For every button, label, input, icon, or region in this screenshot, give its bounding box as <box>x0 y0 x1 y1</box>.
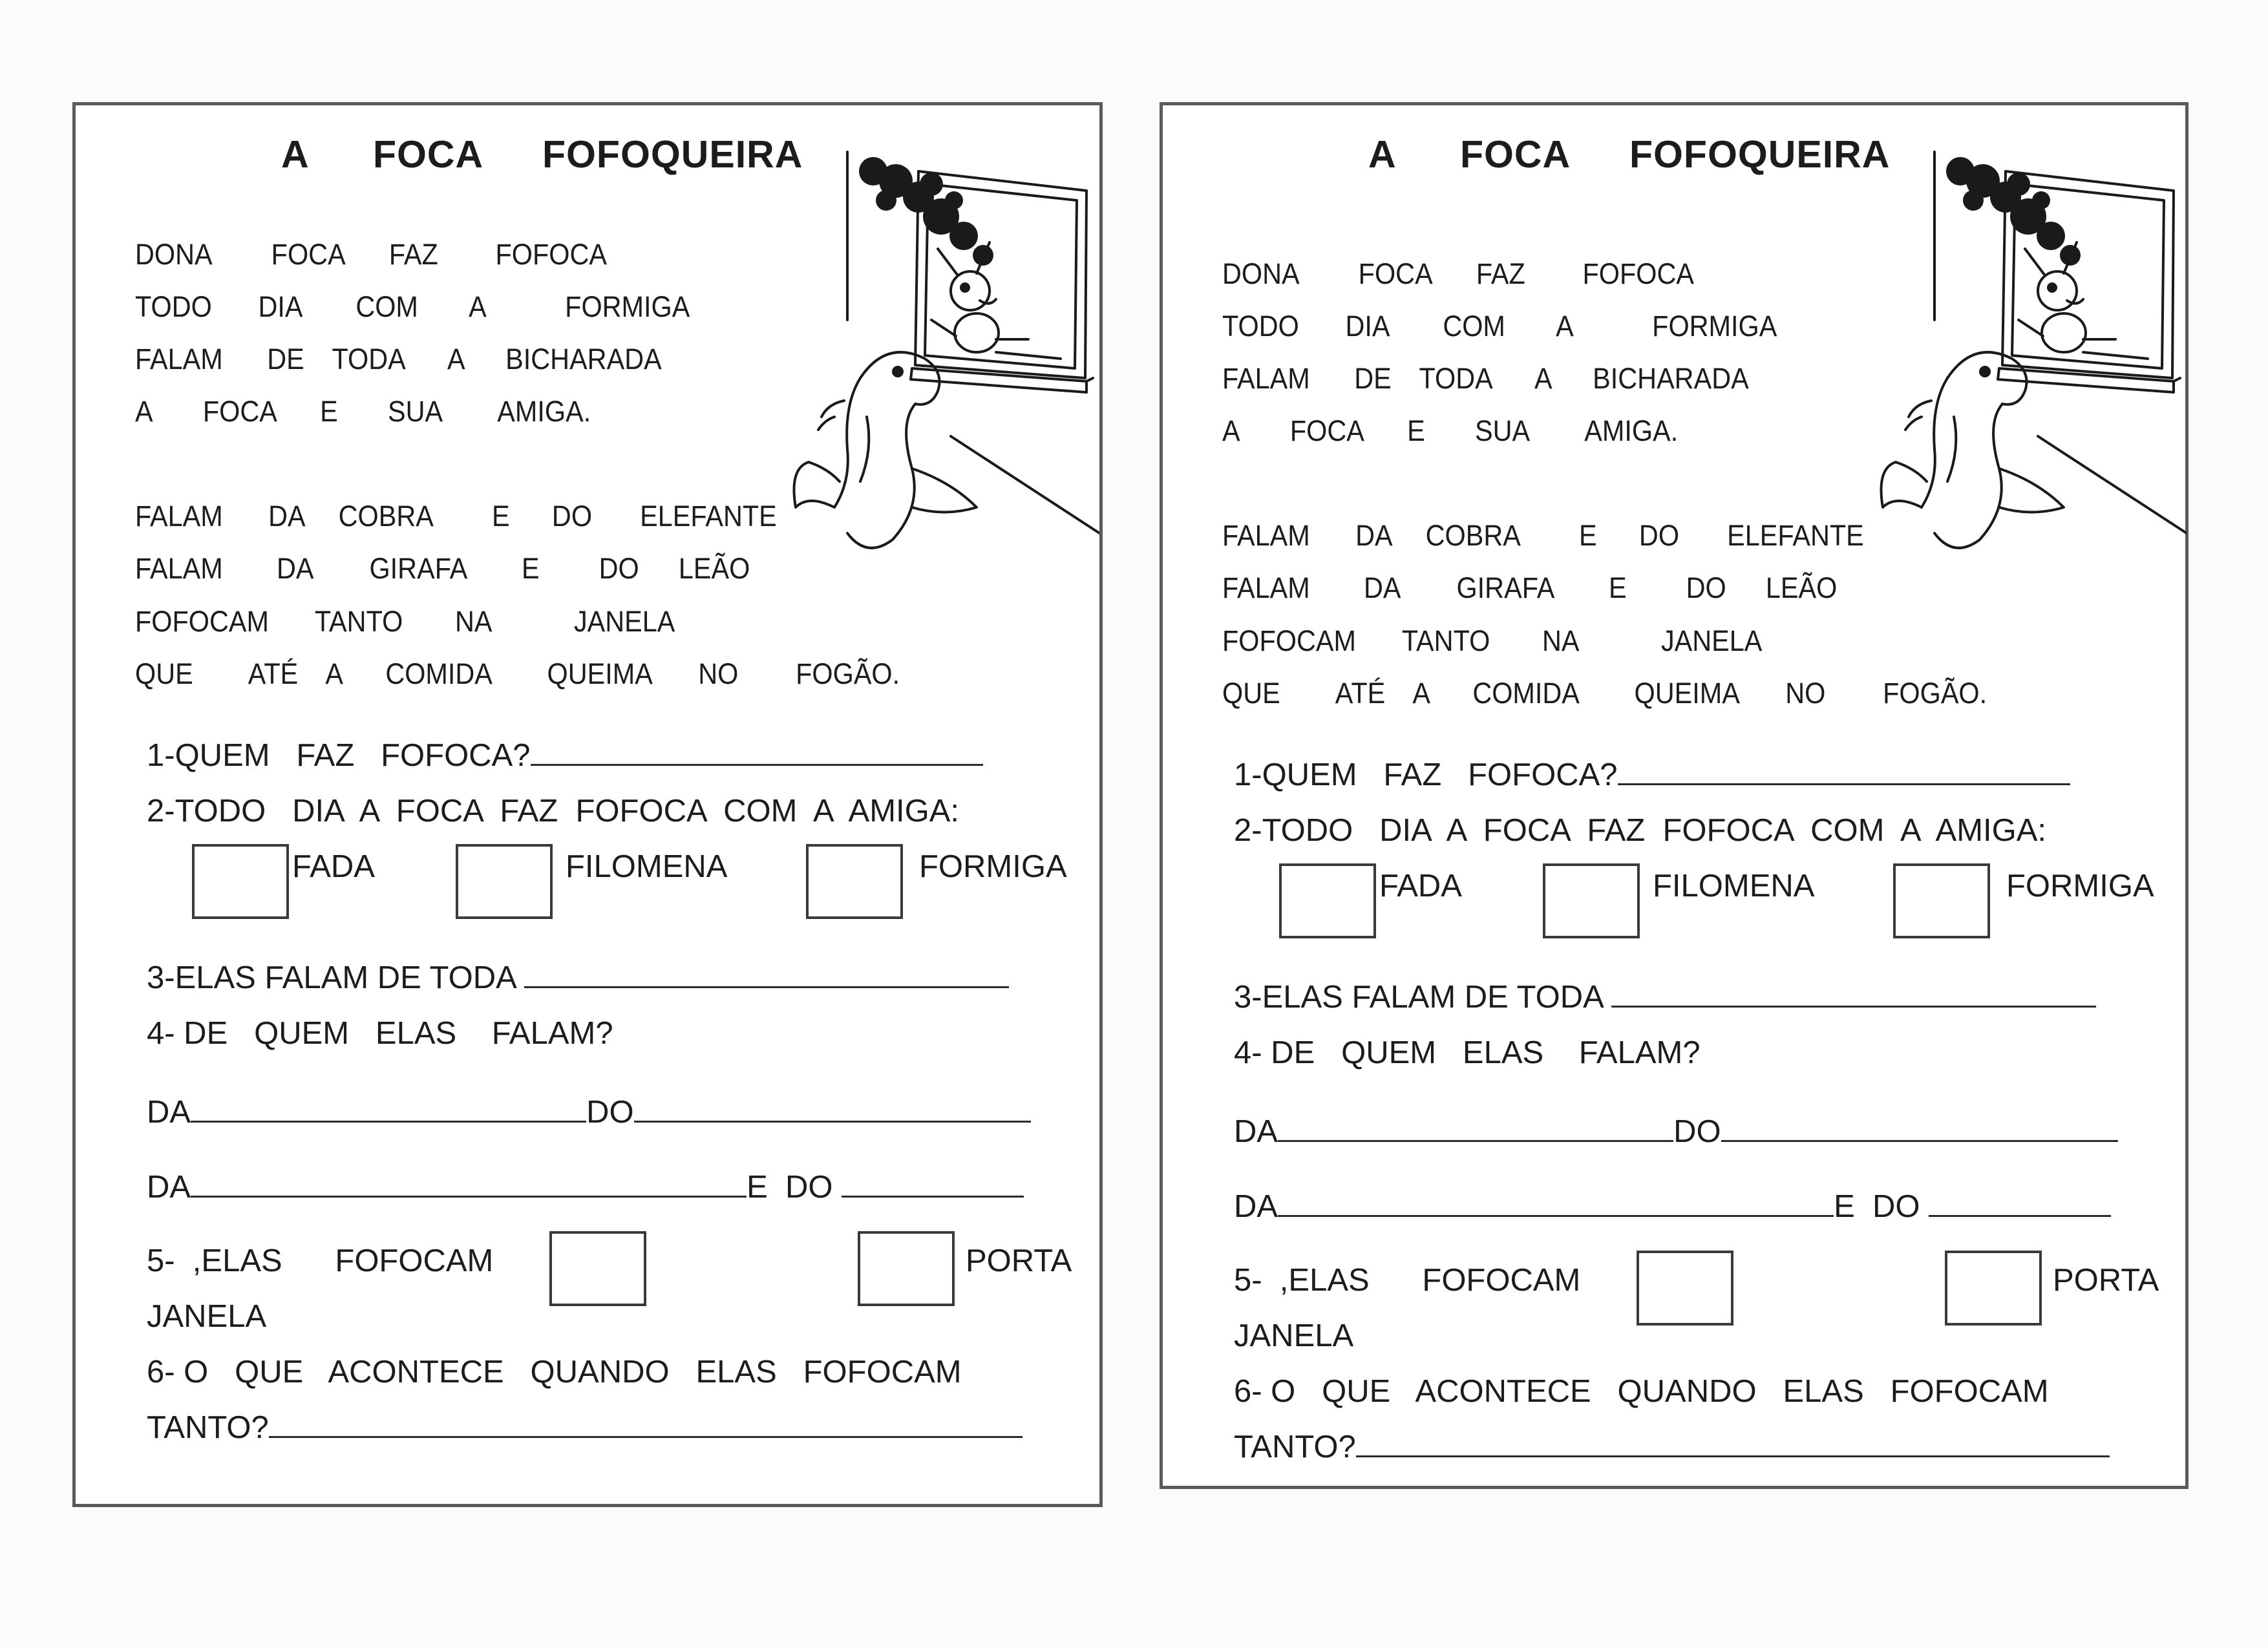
poem-word: COMIDA <box>1472 677 1580 710</box>
poem-word: FORMIGA <box>565 290 690 323</box>
poem-word: COBRA <box>338 500 434 533</box>
poem-word: AMIGA. <box>1584 414 1679 447</box>
checkbox-janela[interactable] <box>549 1231 646 1306</box>
poem-word: FOFOCAM <box>135 605 269 638</box>
poem-line <box>1222 310 1777 343</box>
poem-line <box>1222 677 1987 710</box>
question-2: 2-TODO DIA A FOCA FAZ FOFOCA COM A AMIGA: <box>147 794 960 829</box>
checkbox-fada[interactable] <box>192 844 289 919</box>
poem-word: BICHARADA <box>1593 362 1749 395</box>
poem-word: E <box>522 552 540 585</box>
answer-prefix: DA <box>1234 1114 1278 1149</box>
question-1 <box>1234 757 2070 793</box>
answer-line[interactable] <box>269 1410 1023 1438</box>
option-filomena: FILOMENA <box>566 849 728 884</box>
poem-line <box>135 657 900 691</box>
question-2: 2-TODO DIA A FOCA FAZ FOFOCA COM A AMIGA: <box>1234 813 2047 848</box>
poem-word: A <box>1534 362 1553 395</box>
poem-word: JANELA <box>573 605 675 638</box>
poem-word: DO <box>599 552 639 585</box>
answer-line[interactable] <box>1278 1189 1834 1217</box>
worksheet-left <box>72 102 1103 1507</box>
checkbox-fada[interactable] <box>1279 863 1376 938</box>
poem-word: A <box>1222 414 1240 447</box>
poem-word: FOGÃO. <box>1883 677 1987 710</box>
poem-word: QUE <box>135 657 193 690</box>
poem-word: DO <box>1638 519 1680 552</box>
question-text: TANTO? <box>147 1410 269 1445</box>
title-word: A <box>1368 133 1397 176</box>
option-formiga: FORMIGA <box>2006 869 2154 903</box>
poem-word: TODA <box>1419 362 1493 395</box>
answer-line[interactable] <box>1929 1189 2111 1217</box>
poem-word: TANTO <box>314 605 403 638</box>
poem-word: QUEIMA <box>547 657 653 690</box>
answer-prefix: DO <box>1673 1114 1721 1149</box>
poem-word: E <box>1407 414 1425 447</box>
poem-word: FALAM <box>1222 519 1310 552</box>
poem-word: GIRAFA <box>369 552 468 585</box>
question-6: 6- O QUE ACONTECE QUANDO ELAS FOFOCAM <box>1234 1374 2049 1409</box>
question-text: 3-ELAS FALAM DE TODA <box>1234 980 1603 1015</box>
option-janela: JANELA <box>147 1299 267 1334</box>
poem-word: E <box>1579 519 1597 552</box>
poem-line <box>1222 571 1837 605</box>
poem-line <box>135 500 777 533</box>
option-porta: PORTA <box>2053 1263 2159 1298</box>
poem-word: FOCA <box>271 238 346 271</box>
answer-line[interactable] <box>1611 980 2096 1008</box>
title-word: FOFOQUEIRA <box>1629 133 1891 176</box>
poem-word: SUA <box>388 395 443 428</box>
poem-word: NA <box>454 605 493 638</box>
checkbox-janela[interactable] <box>1637 1251 1733 1326</box>
poem-word: DA <box>1355 519 1393 552</box>
poem-word: QUE <box>1222 677 1280 710</box>
question-4-line-1 <box>147 1094 1031 1130</box>
question-1 <box>147 737 983 774</box>
poem-word: TODO <box>1222 310 1299 343</box>
poem-word: DO <box>551 500 593 533</box>
poem-line <box>135 605 675 639</box>
poem-line <box>135 552 750 586</box>
poem-word: ATÉ <box>248 657 299 690</box>
poem-word: FAZ <box>388 238 438 271</box>
poem-word: E <box>1609 571 1627 604</box>
answer-line[interactable] <box>1356 1430 2110 1457</box>
poem-word: FOFOCAM <box>1222 624 1356 657</box>
poem-word: DA <box>268 500 306 533</box>
poem-word: TANTO <box>1401 624 1490 657</box>
answer-prefix: E DO <box>747 1170 833 1205</box>
poem-line <box>135 238 607 271</box>
poem-word: ATÉ <box>1335 677 1386 710</box>
poem-word: TODO <box>135 290 212 323</box>
question-4-line-2 <box>1234 1188 2111 1225</box>
poem-word: BICHARADA <box>505 343 662 375</box>
poem-word: SUA <box>1475 414 1531 447</box>
question-6: 6- O QUE ACONTECE QUANDO ELAS FOFOCAM <box>147 1355 962 1389</box>
poem-word: ELEFANTE <box>640 500 777 533</box>
title-word: FOCA <box>1460 133 1571 176</box>
poem-word: COM <box>1443 310 1505 343</box>
answer-prefix: DA <box>1234 1189 1278 1224</box>
question-3 <box>147 960 1009 996</box>
option-formiga: FORMIGA <box>919 849 1067 884</box>
option-fada: FADA <box>1379 869 1462 903</box>
poem-word: FAZ <box>1476 257 1525 290</box>
poem-word: DIA <box>258 290 303 323</box>
answer-line[interactable] <box>1618 757 2070 785</box>
page-title <box>1368 132 1890 176</box>
title-word: FOFOQUEIRA <box>542 133 803 176</box>
poem-word: FALAM <box>1222 362 1310 395</box>
poem-word: DONA <box>1222 257 1300 290</box>
checkbox-porta[interactable] <box>858 1231 955 1306</box>
answer-line[interactable] <box>1721 1114 2118 1142</box>
poem-word: E <box>492 500 510 533</box>
poem-word: FALAM <box>135 343 223 375</box>
question-4-line-1 <box>1234 1114 2118 1150</box>
poem-word: NO <box>698 657 739 690</box>
poem-word: ELEFANTE <box>1727 519 1864 552</box>
answer-line[interactable] <box>524 960 1009 988</box>
checkbox-formiga[interactable] <box>1893 863 1990 938</box>
option-janela: JANELA <box>1234 1318 1354 1353</box>
poem-word: FOCA <box>1289 414 1364 447</box>
answer-line[interactable] <box>842 1170 1024 1198</box>
poem-word: QUEIMA <box>1634 677 1740 710</box>
answer-line[interactable] <box>191 1170 747 1198</box>
poem-word: COMIDA <box>385 657 493 690</box>
poem-word: A <box>1556 310 1574 343</box>
poem-word: A <box>1412 677 1431 710</box>
option-fada: FADA <box>292 849 375 884</box>
poem-word: AMIGA. <box>497 395 591 428</box>
question-6-answer <box>1234 1429 2110 1465</box>
poem-word: A <box>469 290 487 323</box>
poem-line <box>135 395 591 428</box>
poem-word: NO <box>1785 677 1826 710</box>
poem-word: FALAM <box>1222 571 1310 604</box>
poem-word: A <box>135 395 153 428</box>
answer-prefix: DA <box>147 1095 191 1130</box>
answer-line[interactable] <box>634 1095 1031 1123</box>
answer-line[interactable] <box>1278 1114 1673 1142</box>
answer-prefix: DO <box>586 1095 634 1130</box>
poem-word: COM <box>355 290 418 323</box>
seal-ant-window-illustration <box>783 145 1099 553</box>
question-4-line-2 <box>147 1169 1024 1205</box>
checkbox-filomena[interactable] <box>1543 863 1640 938</box>
poem-word: A <box>325 657 344 690</box>
question-4: 4- DE QUEM ELAS FALAM? <box>147 1016 613 1051</box>
option-porta: PORTA <box>966 1243 1072 1278</box>
poem-word: LEÃO <box>1765 571 1838 604</box>
poem-word: FOFOCA <box>1582 257 1695 290</box>
poem-line <box>1222 624 1762 658</box>
poem-line <box>1222 414 1678 448</box>
poem-word: COBRA <box>1425 519 1521 552</box>
question-text: TANTO? <box>1234 1430 1356 1464</box>
poem-word: FOCA <box>1358 257 1433 290</box>
question-6-answer <box>147 1410 1023 1446</box>
poem-word: DO <box>1686 571 1726 604</box>
title-word: FOCA <box>373 133 484 176</box>
question-text: 1-QUEM FAZ FOFOCA? <box>1234 757 1618 792</box>
poem-word: GIRAFA <box>1456 571 1555 604</box>
poem-line <box>135 343 662 376</box>
poem-word: FALAM <box>135 500 223 533</box>
question-5: 5- ,ELAS FOFOCAM <box>147 1243 494 1278</box>
poem-word: E <box>320 395 338 428</box>
poem-word: DONA <box>135 238 213 271</box>
poem-word: A <box>447 343 465 375</box>
poem-word: DA <box>1363 571 1401 604</box>
option-filomena: FILOMENA <box>1653 869 1815 903</box>
checkbox-porta[interactable] <box>1945 1251 2042 1326</box>
poem-word: DA <box>276 552 314 585</box>
poem-line <box>1222 519 1864 553</box>
answer-line[interactable] <box>531 738 983 766</box>
poem-word: DE <box>1354 362 1392 395</box>
poem-word: DE <box>267 343 304 375</box>
question-4: 4- DE QUEM ELAS FALAM? <box>1234 1035 1701 1070</box>
checkbox-formiga[interactable] <box>806 844 903 919</box>
poem-word: NA <box>1542 624 1580 657</box>
answer-prefix: E DO <box>1834 1189 1920 1224</box>
worksheet-right <box>1160 102 2189 1489</box>
poem-word: FOFOCA <box>495 238 608 271</box>
poem-word: JANELA <box>1660 624 1763 657</box>
poem-word: DIA <box>1345 310 1390 343</box>
answer-prefix: DA <box>147 1170 191 1205</box>
poem-word: TODA <box>332 343 406 375</box>
poem-word: LEÃO <box>678 552 750 585</box>
poem-word: FALAM <box>135 552 223 585</box>
poem-word: FOGÃO. <box>796 657 900 690</box>
answer-line[interactable] <box>191 1095 586 1123</box>
question-text: 1-QUEM FAZ FOFOCA? <box>147 738 531 773</box>
poem-line <box>1222 257 1694 291</box>
question-3 <box>1234 979 2096 1015</box>
poem-line <box>1222 362 1749 396</box>
question-5: 5- ,ELAS FOFOCAM <box>1234 1263 1581 1298</box>
title-word: A <box>281 133 310 176</box>
page-title <box>281 132 803 176</box>
seal-ant-window-illustration <box>1870 145 2187 553</box>
checkbox-filomena[interactable] <box>456 844 553 919</box>
question-text: 3-ELAS FALAM DE TODA <box>147 960 516 995</box>
poem-word: FOCA <box>202 395 277 428</box>
poem-line <box>135 290 690 324</box>
poem-word: FORMIGA <box>1652 310 1777 343</box>
